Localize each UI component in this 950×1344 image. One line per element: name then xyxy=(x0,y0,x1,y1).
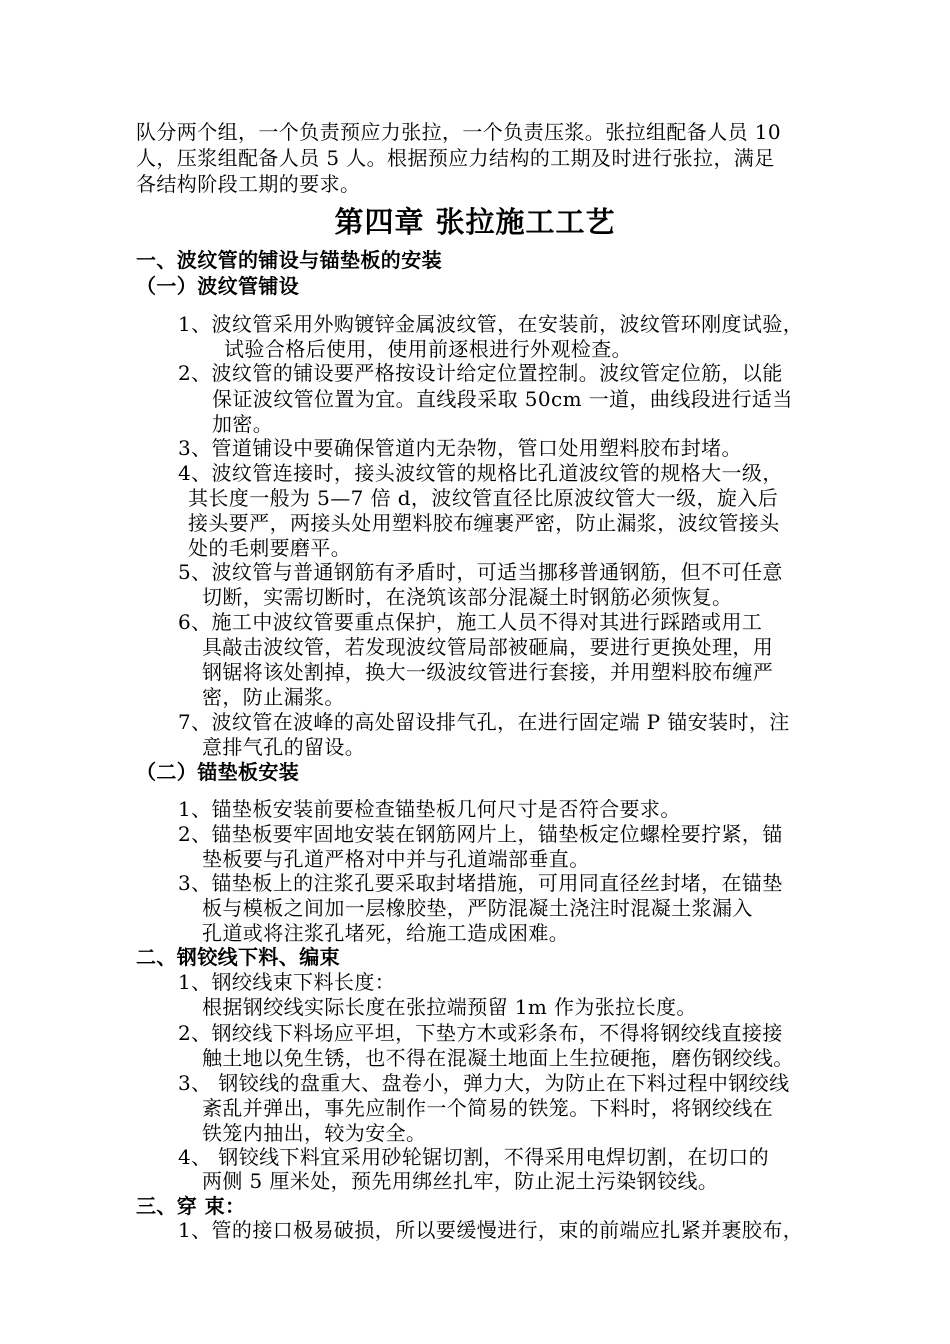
list-item: 5、波纹管与普通钢筋有矛盾时，可适当挪移普通钢筋，但不可任意 xyxy=(178,560,783,584)
list-item-cont: 两侧 5 厘米处，预先用绑丝扎牢，防止泥土污染钢铰线。 xyxy=(202,1169,719,1193)
intro-line: 各结构阶段工期的要求。 xyxy=(136,172,361,196)
list-item: 2、钢绞线下料场应平坦，下垫方木或彩条布，不得将钢绞线直接接 xyxy=(178,1021,783,1045)
list-item: 7、波纹管在波峰的高处留设排气孔，在进行固定端 P 锚安装时，注 xyxy=(178,710,790,734)
list-item-cont: 具敲击波纹管，若发现波纹管局部被砸扁，要进行更换处理，用 xyxy=(202,635,774,659)
section-heading: 一、波纹管的铺设与锚垫板的安装 xyxy=(136,248,442,272)
list-item: 1、锚垫板安装前要检查锚垫板几何尺寸是否符合要求。 xyxy=(178,797,681,821)
list-item: 1、波纹管采用外购镀锌金属波纹管，在安装前，波纹管环刚度试验， xyxy=(178,312,804,336)
list-item: 1、钢绞线束下料长度： xyxy=(178,970,396,994)
list-item-cont: 试验合格后使用，使用前逐根进行外观检查。 xyxy=(224,337,632,361)
list-item: 3、管道铺设中要确保管道内无杂物，管口处用塑料胶布封堵。 xyxy=(178,436,742,460)
list-item-cont: 切断，实需切断时，在浇筑该部分混凝土时钢筋必须恢复。 xyxy=(202,585,733,609)
list-item-cont: 密，防止漏浆。 xyxy=(202,685,345,709)
list-item-cont: 垫板要与孔道严格对中并与孔道端部垂直。 xyxy=(202,847,590,871)
list-item-cont: 其长度一般为 5—7 倍 d，波纹管直径比原波纹管大一级，旋入后 xyxy=(188,486,779,510)
list-item-cont: 孔道或将注浆孔堵死，给施工造成困难。 xyxy=(202,921,570,945)
list-item-cont: 接头要严，两接头处用塑料胶布缠裹严密，防止漏浆，波纹管接头 xyxy=(188,511,780,535)
intro-line: 队分两个组，一个负责预应力张拉，一个负责压浆。张拉组配备人员 10 xyxy=(136,120,782,144)
list-item: 4、波纹管连接时，接头波纹管的规格比孔道波纹管的规格大一级， xyxy=(178,461,783,485)
list-item: 6、施工中波纹管要重点保护，施工人员不得对其进行踩踏或用工 xyxy=(178,610,763,634)
list-item-cont: 钢锯将该处割掉，换大一级波纹管进行套接，并用塑料胶布缠严 xyxy=(202,660,774,684)
list-item: 2、锚垫板要牢固地安装在钢筋网片上，锚垫板定位螺栓要拧紧，锚 xyxy=(178,822,783,846)
section-heading: 三、穿 束： xyxy=(136,1194,246,1218)
subsection-heading: （一）波纹管铺设 xyxy=(136,274,300,298)
list-item-cont: 触土地以免生锈，也不得在混凝土地面上生拉硬拖，磨伤钢绞线。 xyxy=(202,1046,794,1070)
list-item: 3、 钢铰线的盘重大、盘卷小，弹力大，为防止在下料过程中钢绞线 xyxy=(178,1071,790,1095)
list-item-cont: 加密。 xyxy=(212,412,274,436)
chapter-title: 第四章 张拉施工工艺 xyxy=(334,205,616,239)
list-item-cont: 处的毛刺要磨平。 xyxy=(188,536,352,560)
list-item-cont: 意排气孔的留设。 xyxy=(202,735,366,759)
list-item-cont: 根据钢绞线实际长度在张拉端预留 1m 作为张拉长度。 xyxy=(202,995,697,1019)
subsection-heading: （二）锚垫板安装 xyxy=(136,760,300,784)
list-item: 4、 钢铰线下料宜采用砂轮锯切割，不得采用电焊切割，在切口的 xyxy=(178,1145,770,1169)
section-heading: 二、钢铰线下料、编束 xyxy=(136,945,340,969)
list-item-cont: 紊乱并弹出，事先应制作一个简易的铁笼。下料时，将钢绞线在 xyxy=(202,1096,774,1120)
list-item: 2、波纹管的铺设要严格按设计给定位置控制。波纹管定位筋，以能 xyxy=(178,361,783,385)
list-item-cont: 铁笼内抽出，较为安全。 xyxy=(202,1121,427,1145)
list-item: 1、管的接口极易破损，所以要缓慢进行，束的前端应扎紧并裹胶布， xyxy=(178,1218,804,1242)
intro-line: 人，压浆组配备人员 5 人。根据预应力结构的工期及时进行张拉，满足 xyxy=(136,146,775,170)
list-item: 3、锚垫板上的注浆孔要采取封堵措施，可用同直径丝封堵，在锚垫 xyxy=(178,871,783,895)
list-item-cont: 保证波纹管位置为宜。直线段采取 50cm 一道，曲线段进行适当 xyxy=(212,387,793,411)
list-item-cont: 板与模板之间加一层橡胶垫，严防混凝土浇注时混凝土浆漏入 xyxy=(202,896,753,920)
